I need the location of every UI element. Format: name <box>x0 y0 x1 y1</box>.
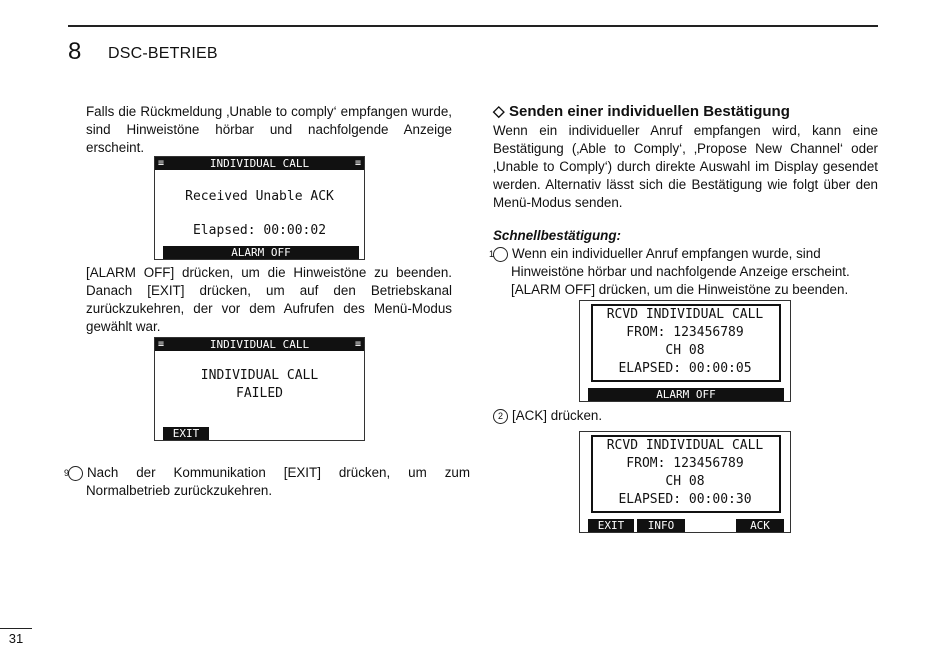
step-9-text: Nach der Kommunikation [EXIT] drücken, um zum Normalbetrieb zurückzukehren. <box>86 465 470 498</box>
step-number-badge: 1 <box>493 247 508 262</box>
lcd-line: ELAPSED: 00:00:05 <box>618 361 752 376</box>
menu-icon: ≡ <box>158 158 165 169</box>
left-paragraph-1: Falls die Rückmeldung ‚Unable to comply‘ empfangen wurde, sind Hinweistöne hörbar und nachfolgende Anzeige erscheint. <box>86 104 452 155</box>
lcd-line: INDIVIDUAL CALL <box>200 368 319 383</box>
lcd-line: CH 08 <box>665 343 705 358</box>
exit-softkey[interactable]: EXIT <box>163 427 209 440</box>
lcd-line: Elapsed: 00:00:02 <box>192 223 327 238</box>
lcd-line: FAILED <box>236 386 283 401</box>
header-rule <box>68 25 878 27</box>
step-1-text: Wenn ein individueller Anruf empfangen wurde, sind Hinweistöne hörbar und nachfolgende Anzeige erscheint. [ALARM OFF] drücken, um die Hinweistöne zu beenden. <box>511 246 850 297</box>
lcd-screen-failed <box>154 337 365 441</box>
lcd-screen-unable-ack <box>154 156 365 260</box>
lcd-line: RCVD INDIVIDUAL CALL <box>606 438 764 453</box>
lcd-line: RCVD INDIVIDUAL CALL <box>606 307 764 322</box>
menu-icon: ≡ <box>158 339 165 350</box>
lcd-line: FROM: 123456789 <box>626 456 744 471</box>
info-softkey[interactable]: INFO <box>637 519 685 532</box>
lcd-header-text: INDIVIDUAL CALL <box>209 157 310 170</box>
alarm-off-softkey[interactable]: ALARM OFF <box>588 388 784 401</box>
lcd-line: CH 08 <box>665 474 705 489</box>
step-1 <box>488 245 896 299</box>
page-number: 31 <box>0 628 32 646</box>
menu-icon: ≡ <box>354 158 361 169</box>
chapter-number: 8 <box>68 38 82 65</box>
lcd-header <box>155 338 364 351</box>
menu-icon: ≡ <box>354 339 361 350</box>
lcd-header <box>155 157 364 170</box>
lcd-line: FROM: 123456789 <box>626 325 744 340</box>
lcd-line: ELAPSED: 00:00:30 <box>618 492 752 507</box>
section-heading <box>493 102 893 121</box>
right-intro: Wenn ein individueller Anruf empfangen wird, kann eine Bestätigung (‚Able to Comply‘, ‚Propose New Channel‘ oder ‚Unable to Comply‘) durch direkte Auswahl im Display gesendet werden. Alternativ lässt sich die Bestätigung wie folgt über den Menü-Modus senden. <box>493 123 878 210</box>
diamond-icon: ◇ <box>493 103 505 120</box>
chapter-title: DSC-BETRIEB <box>108 45 218 62</box>
lcd-header-text: INDIVIDUAL CALL <box>209 338 310 351</box>
alarm-off-softkey[interactable]: ALARM OFF <box>163 246 359 259</box>
step-2 <box>493 408 602 424</box>
step-9 <box>63 464 470 500</box>
step-number-badge: 2 <box>493 409 508 424</box>
lcd-line: Received Unable ACK <box>185 189 334 204</box>
subheading: Schnellbestätigung: <box>493 228 621 243</box>
step-number-badge: 9 <box>68 466 83 481</box>
step-2-text: [ACK] drücken. <box>512 408 603 423</box>
left-paragraph-2: [ALARM OFF] drücken, um die Hinweistöne zu beenden. Danach [EXIT] drücken, um auf den Betriebskanal zurückzukehren, der vor dem Aufrufen des Menü-Modus gewählt war. <box>86 265 452 334</box>
lcd-screen-rcvd-call-2 <box>579 431 791 533</box>
exit-softkey[interactable]: EXIT <box>588 519 634 532</box>
ack-softkey[interactable]: ACK <box>736 519 784 532</box>
lcd-screen-rcvd-call-1 <box>579 300 791 402</box>
section-heading-text: Senden einer individuellen Bestätigung <box>509 103 790 120</box>
